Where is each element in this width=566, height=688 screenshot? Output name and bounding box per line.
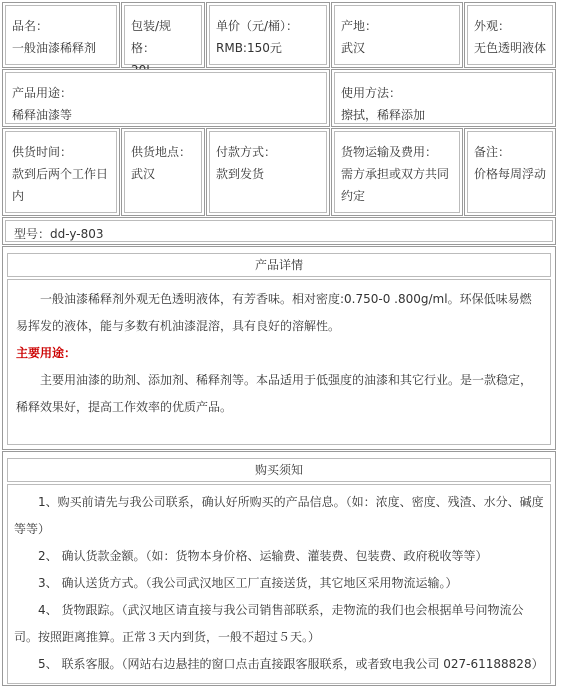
cell-product-name (2, 2, 120, 68)
shipping-label: 货物运输及费用： (341, 145, 438, 159)
notice-body (7, 484, 551, 684)
product-name-value: 一般油漆稀释剂 (12, 41, 97, 55)
supply-time-label: 供货时间： (12, 145, 73, 159)
product-name-label: 品名： (12, 19, 49, 33)
notice-item-3: 3、 确认送货方式。（我公司武汉地区工厂直接送货，其它地区采用物流运输。） (38, 576, 458, 590)
payment-value: 款到发货 (216, 167, 265, 181)
origin-label: 产地： (341, 19, 378, 33)
cell-remark (464, 128, 556, 216)
cell-model (2, 217, 556, 245)
cell-origin (331, 2, 463, 68)
appearance-label: 外观： (474, 19, 511, 33)
main-use-text: 主要用油漆的助剂、添加剂、稀释剂等。本品适用于低强度的油漆和其它行业。是一款稳定，稀释效果好，提高工作效率的优质产品。 (16, 373, 533, 414)
cell-package (121, 2, 205, 68)
payment-label: 付款方式： (216, 145, 277, 159)
origin-value: 武汉 (341, 41, 366, 55)
notice-item-2: 2、 确认货款金额。（如：货物本身价格、运输费、灌装费、包装费、政府税收等等） (38, 549, 488, 563)
purpose-value: 稀释油漆等 (12, 108, 73, 122)
cell-usage (331, 69, 556, 127)
remark-label: 备注： (474, 145, 511, 159)
package-label: 包装/规格： (131, 19, 172, 55)
details-body (7, 279, 551, 445)
cell-payment (206, 128, 330, 216)
cell-price (206, 2, 330, 68)
appearance-value: 无色透明液体 (474, 41, 547, 55)
details-section (2, 246, 556, 450)
purpose-label: 产品用途： (12, 86, 73, 100)
shipping-value: 需方承担或双方共同约定 (341, 167, 450, 203)
cell-purpose (2, 69, 330, 127)
usage-label: 使用方法： (341, 86, 402, 100)
notice-title: 购买须知 (7, 458, 551, 482)
cell-shipping (331, 128, 463, 216)
cell-supply-place (121, 128, 205, 216)
supply-place-value: 武汉 (131, 167, 156, 181)
price-label: 单价（元/桶）： (216, 19, 299, 33)
cell-supply-time (2, 128, 120, 216)
main-use-label: 主要用途： (16, 346, 77, 360)
details-description: 一般油漆稀释剂外观无色透明液体，有芳香味。相对密度:0.750-0 .800g/ml。环保低味易燃易挥发的液体，能与多数有机油漆混溶，具有良好的溶解性。 (16, 292, 532, 333)
supply-place-label: 供货地点： (131, 145, 192, 159)
supply-time-value: 款到后两个工作日内 (12, 167, 109, 203)
model-number: 型号：dd-y-803 (14, 227, 104, 241)
notice-section (2, 451, 556, 686)
notice-item-5: 5、 联系客服。（网站右边悬挂的窗口点击直接跟客服联系，或者致电我公司 027-61188828） (38, 657, 544, 671)
notice-item-1: 1、购买前请先与我公司联系，确认好所购买的产品信息。（如：浓度、密度、残渣、水分、碱度等等） (14, 495, 544, 536)
details-title: 产品详情 (7, 253, 551, 277)
remark-value: 价格每周浮动 (474, 167, 547, 181)
cell-appearance (464, 2, 556, 68)
price-value: RMB:150元 (216, 41, 282, 55)
usage-value: 擦拭，稀释添加 (341, 108, 426, 122)
notice-item-4: 4、 货物跟踪。（武汉地区请直接与我公司销售部联系，走物流的我们也会根据单号问物流公司。按照距离推算。正常３天内到货，一般不超过５天。） (14, 603, 524, 644)
